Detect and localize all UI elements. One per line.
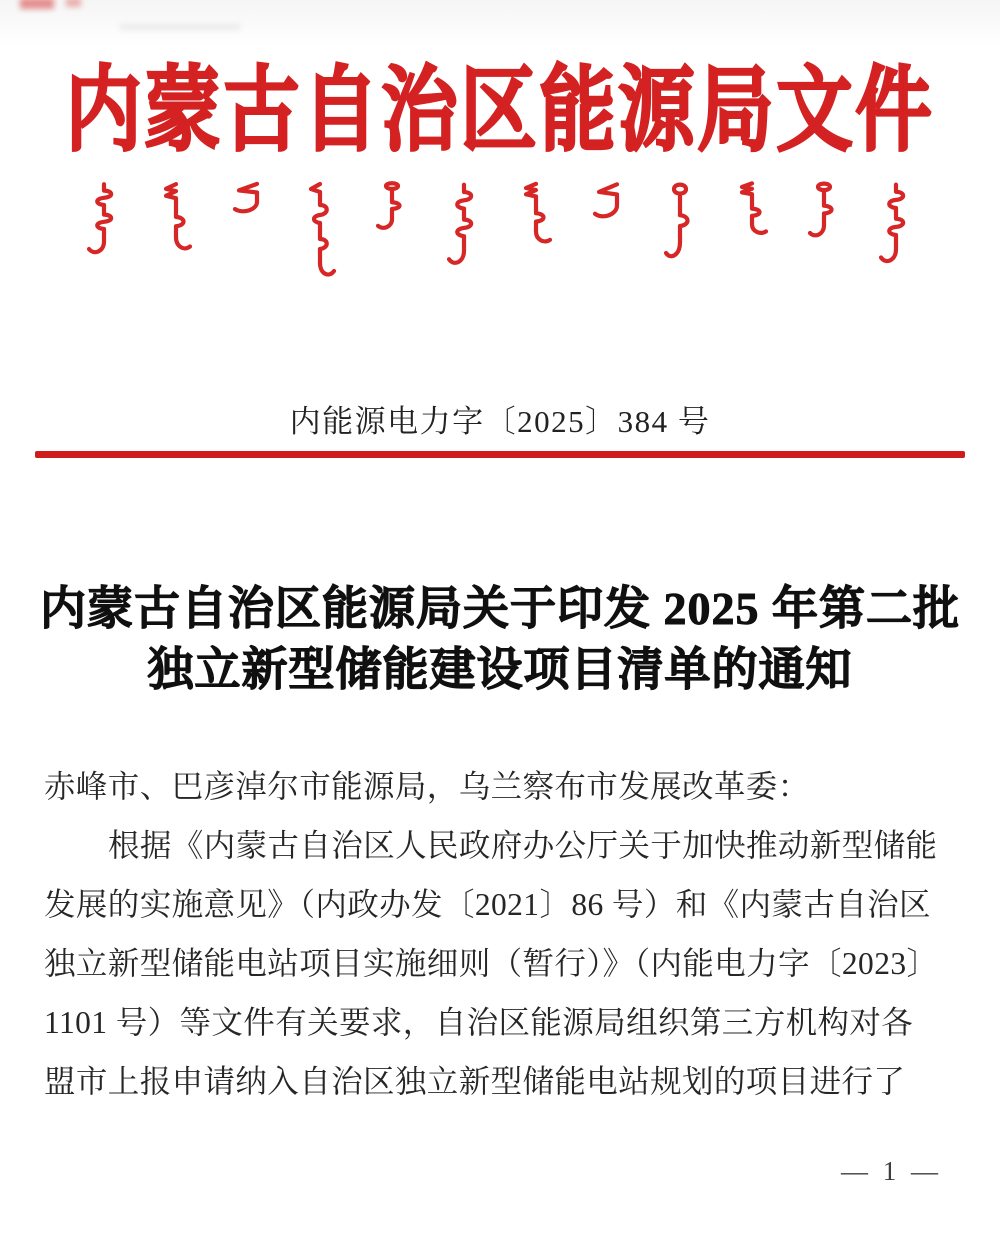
red-divider-rule — [35, 451, 965, 458]
mongolian-word — [591, 181, 625, 228]
paragraph-line: 1101 号）等文件有关要求，自治区能源局组织第三方机构对各 — [44, 1005, 914, 1040]
paragraph-line: 独立新型储能电站项目实施细则（暂行）》（内能电力字〔2023〕 — [44, 946, 939, 981]
mongolian-word — [519, 181, 553, 256]
mongolian-word — [87, 181, 121, 266]
scan-artifact — [120, 24, 240, 30]
mongolian-word — [735, 181, 769, 246]
scan-artifact — [66, 0, 81, 7]
mongolian-word — [375, 181, 409, 242]
mongolian-word — [231, 181, 265, 222]
document-number: 内能源电力字〔2025〕384 号 — [289, 404, 711, 439]
document-title-line2: 独立新型储能建设项目清单的通知 — [147, 644, 853, 695]
mongolian-word — [663, 181, 697, 276]
mongolian-word — [879, 181, 913, 276]
mongolian-word — [807, 181, 841, 251]
page-number: — 1 — — [841, 1156, 942, 1186]
mongolian-word — [447, 181, 481, 278]
mongolian-script — [0, 181, 1000, 286]
mongolian-word — [303, 181, 337, 286]
mongolian-word — [159, 181, 193, 264]
paragraph-line: 盟市上报申请纳入自治区独立新型储能电站规划的项目进行了 — [44, 1064, 906, 1099]
paragraph-line: 根据《内蒙古自治区人民政府办公厅关于加快推动新型储能 — [108, 828, 938, 863]
agency-masthead-title: 内蒙古自治区能源局文件 — [65, 60, 935, 163]
document-body — [44, 757, 956, 1111]
scan-artifact — [20, 0, 54, 9]
document-title-line1: 内蒙古自治区能源局关于印发 2025 年第二批 — [40, 583, 960, 634]
paragraph-line: 发展的实施意见》（内政办发〔2021〕86 号）和《内蒙古自治区 — [44, 887, 931, 922]
document-title — [20, 578, 980, 700]
salutation-line: 赤峰市、巴彦淖尔市能源局，乌兰察布市发展改革委： — [44, 769, 810, 804]
